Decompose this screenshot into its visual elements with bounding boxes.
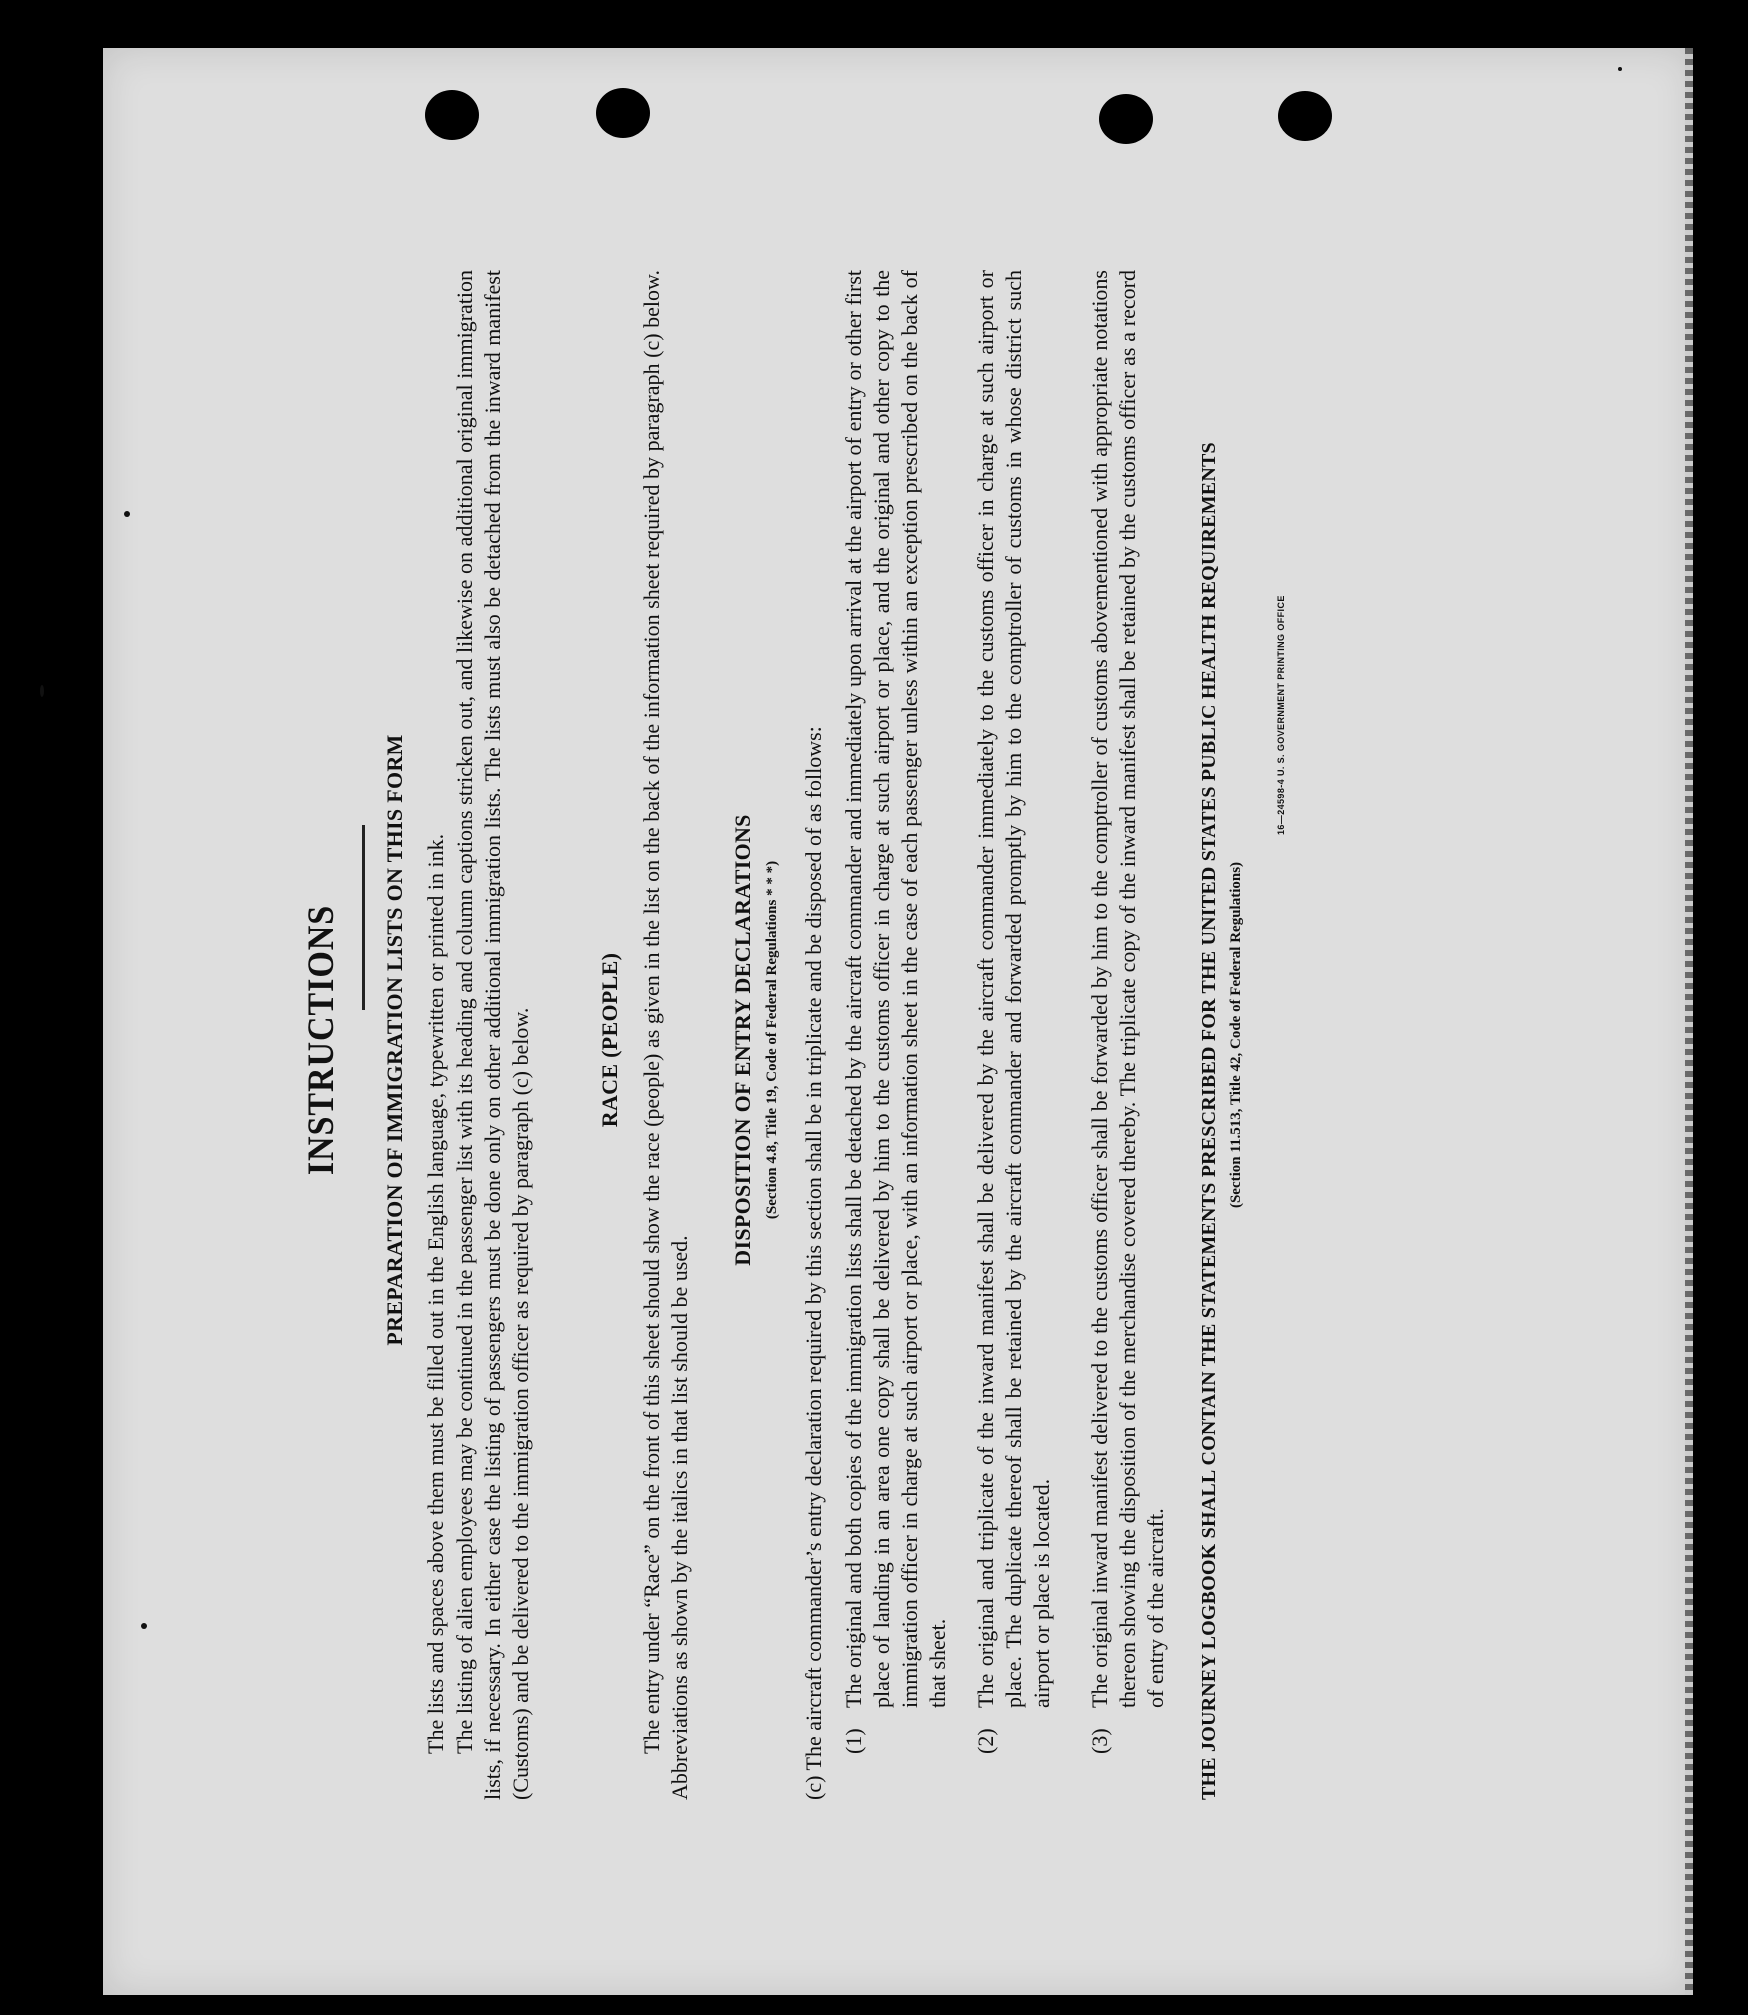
dust-speck — [141, 1623, 147, 1629]
punch-hole — [596, 88, 650, 138]
section-heading-preparation: PREPARATION OF IMMIGRATION LISTS ON THIS FORM — [382, 734, 407, 1346]
punch-hole — [1099, 94, 1153, 144]
section-subheading-disposition: (Section 4.8, Title 19, Code of Federal Regulations * * *) — [764, 860, 780, 1220]
list-item-text: The original and both copies of the immigration lists shall be detached by the aircraft commander and immediately upon arrival at the airport of entry or other first place of landing in an area one copy shall be delivered by him to the customs officer in charge at such airport or place, and the original and other copy to the immigration officer in charge at such airport or place, with an information sheet in the case of each passenger unless within an exception prescribed on the back of that sheet. — [841, 270, 950, 1708]
dust-speck — [40, 685, 44, 697]
paragraph-entry-declaration-intro: (c) The aircraft commander’s entry declaration required by this section shall be in triplicate and be disposed of as follows: — [801, 726, 826, 1800]
printer-imprint: 16—24598-4 U. S. GOVERNMENT PRINTING OFFICE — [1276, 595, 1286, 835]
list-item-text: The original and triplicate of the inward manifest shall be delivered by the aircraft commander immediately to the customs officer in charge at such airport or place. The duplicate thereof shall be retained by the aircraft commander and forwarded promptly by him to the comptroller of customs in whose district such airport or place is located. — [973, 270, 1054, 1708]
list-item-number: (2) — [973, 1728, 998, 1754]
bleed-through-text — [155, 760, 181, 766]
list-item-text: The original inward manifest delivered to the customs officer shall be forwarded by him to the comptroller of customs abovementioned with appropriate notations thereon showing the disposition of the merchandise covered thereby. The triplicate copy of the inward manifest shall be retained by the customs officer as a record of entry of the aircraft. — [1087, 270, 1168, 1708]
paragraph-lists-language: The lists and spaces above them must be filled out in the English language, typewritten or printed in ink. — [423, 833, 448, 1754]
footer-logbook-heading: THE JOURNEY LOGBOOK SHALL CONTAIN THE STATEMENTS PRESCRIBED FOR THE UNITED STATES PUBLIC HEALTH REQUIREMENTS — [1198, 442, 1220, 1800]
title-underline — [362, 825, 365, 1010]
section-heading-disposition: DISPOSITION OF ENTRY DECLARATIONS — [730, 814, 755, 1266]
footer-logbook-subheading: (Section 11.513, Title 42, Code of Federal Regulations) — [1228, 861, 1244, 1209]
section-heading-race: RACE (PEOPLE) — [597, 952, 622, 1128]
list-item-1 — [840, 270, 952, 1800]
list-item-number: (1) — [841, 1728, 866, 1754]
dust-speck — [124, 511, 130, 517]
list-item-3 — [1086, 270, 1170, 1800]
punch-hole — [425, 90, 479, 140]
paragraph-alien-employees: The listing of alien employees may be continued in the passenger list with its heading and column captions stricken out, and likewise on additional original immigration lists, if necessary. In either case the listing of passengers must be done only on other additional immigration lists. The lists must also be detached from the inward manifest (Customs) and be delivered to the immigration officer as required by paragraph (c) below. — [452, 270, 533, 1800]
dust-speck — [1618, 67, 1622, 71]
punch-hole — [1278, 91, 1332, 141]
paragraph-race-entry: The entry under “Race” on the front of this sheet should show the race (people) as given in the list on the back of the information sheet required by paragraph (c) below. Abbreviations as shown by the italics in that list should be used. — [639, 270, 692, 1800]
list-item-2 — [972, 270, 1056, 1800]
rotated-instructions-block — [300, 210, 1480, 1800]
document-title: INSTRUCTIONS — [301, 904, 342, 1176]
paper-torn-edge — [1685, 48, 1693, 1995]
list-item-number: (3) — [1087, 1728, 1112, 1754]
